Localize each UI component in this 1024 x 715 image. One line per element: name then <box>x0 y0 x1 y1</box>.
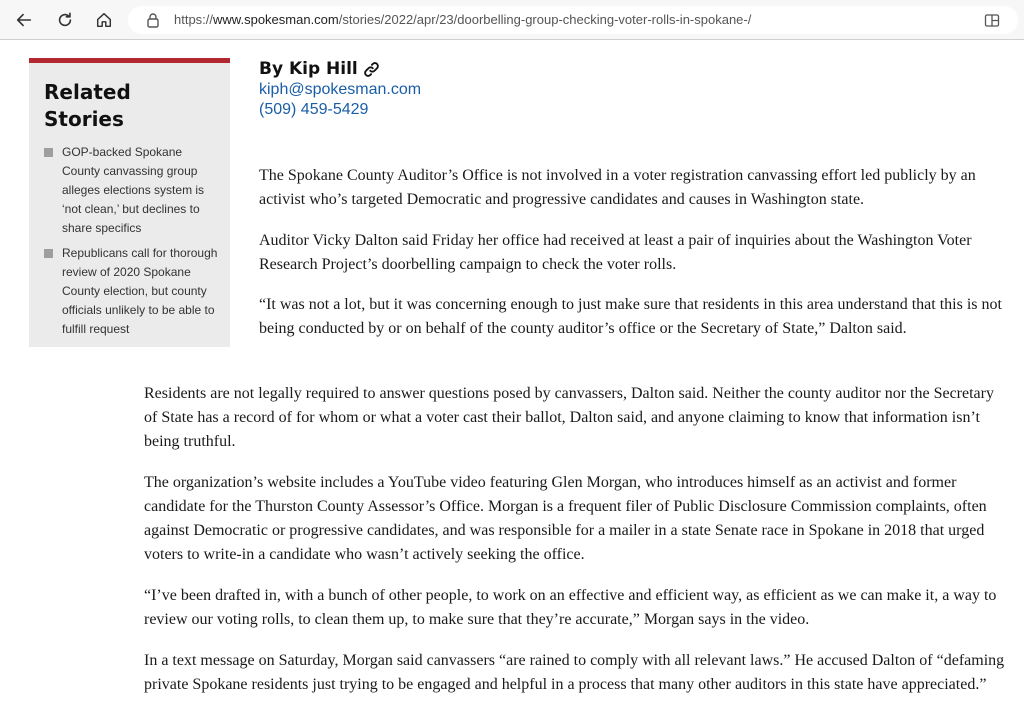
related-story-link[interactable]: GOP-backed Spokane County canvassing group alleges elections system is ‘not clean,’ but declines to share specifics <box>62 145 205 235</box>
address-bar[interactable] <box>128 6 1018 34</box>
bullet-square-icon <box>44 249 53 258</box>
article-paragraph: Auditor Vicky Dalton said Friday her office had received at least a pair of inquiries about the Washington Voter Research Project’s doorbelling campaign to check the voter rolls. <box>259 232 972 273</box>
url-path: /stories/2022/apr/23/doorbelling-group-checking-voter-rolls-in-spokane-/ <box>338 12 752 27</box>
byline <box>259 58 421 120</box>
related-story-link[interactable]: Republicans call for thorough review of 2020 Spokane County election, but county officials unlikely to be able to fulfill request <box>62 246 218 336</box>
article-paragraph: “I’ve been drafted in, with a bunch of other people, to work on an effective and efficient way, as efficient as we can make it, a way to review our voting rolls, to clean them up, to make sure that they’re accurate,” Morgan says in the video. <box>144 587 997 628</box>
tab-actions-icon[interactable] <box>984 12 1000 28</box>
article-paragraph: “It was not a lot, but it was concerning enough to just make sure that residents in this area understand that this is not being conducted by or on behalf of the county auditor’s office or the Secretary of State,” Dalton said. <box>259 296 1002 337</box>
lock-icon[interactable] <box>146 12 160 28</box>
url-prefix: https:// <box>174 12 214 27</box>
author-email-link[interactable]: kiph@spokesman.com <box>259 81 422 98</box>
article-paragraph: Residents are not legally required to answer questions posed by canvassers, Dalton said. Neither the county auditor nor the Secretary of State has a record of for whom or what a voter cast their ballot, Dalton said, and anyone claiming to know that information isn’t being truthful. <box>144 385 994 450</box>
related-stories-box <box>29 58 230 347</box>
author-label[interactable]: By Kip Hill <box>259 59 358 79</box>
reload-icon[interactable] <box>53 8 77 32</box>
article-paragraph: In a text message on Saturday, Morgan said canvassers “are rained to comply with all relevant laws.” He accused Dalton of “defaming private Spokane residents just trying to be engaged and helpful in a process that many other auditors in this state have appreciated.” <box>144 652 1005 693</box>
bullet-square-icon <box>44 148 53 157</box>
link-icon[interactable] <box>363 61 380 78</box>
article-paragraph: The organization’s website includes a YouTube video featuring Glen Morgan, who introduces himself as an activist and former candidate for the Thurston County Assessor’s Office. Morgan is a frequent filer of Public Disclosure Commission complaints, often against Democratic or progressive candidates, and was responsible for a mailer in a state Senate race in Spokane in 2018 that urged voters to write-in a candidate who wasn’t actively seeking the office. <box>144 474 987 563</box>
home-icon[interactable] <box>92 8 116 32</box>
article-paragraph: The Spokane County Auditor’s Office is not involved in a voter registration canvassing effort led publicly by an activist who’s targeted Democratic and progressive candidates and causes in Washington state. <box>259 167 976 208</box>
url-host: www.spokesman.com <box>213 12 339 27</box>
back-arrow-icon[interactable] <box>12 8 36 32</box>
related-stories-heading: Related Stories <box>44 80 131 131</box>
url-text[interactable] <box>174 12 751 27</box>
author-name[interactable] <box>259 58 421 80</box>
author-phone-link[interactable]: (509) 459-5429 <box>259 101 369 118</box>
browser-toolbar <box>0 0 1024 40</box>
